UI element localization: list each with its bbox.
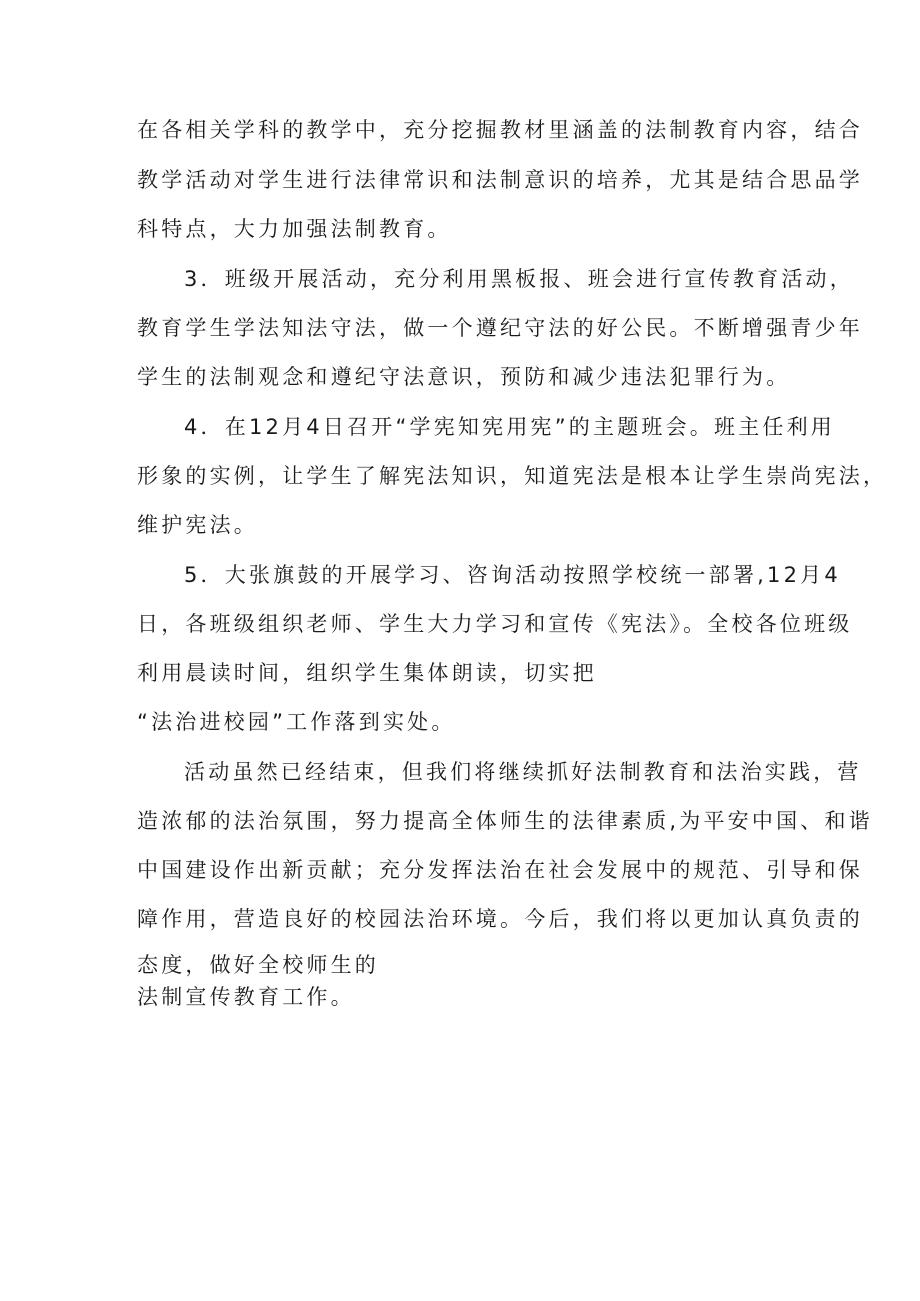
paragraph-line: 科特点，大力加强法制教育。 [137, 217, 452, 241]
paragraph-line: 教学活动对学生进行法律常识和法制意识的培养，尤其是结合思品学 [137, 168, 863, 192]
paragraph-line: 中国建设作出新贡献；充分发挥法治在社会发展中的规范、引导和保 [137, 858, 863, 882]
list-item-4-line: 4．在12月4日召开“学宪知宪用宪”的主题班会。班主任利用 [184, 415, 835, 439]
paragraph-line: 学生的法制观念和遵纪守法意识，预防和减少违法犯罪行为。 [137, 365, 791, 389]
paragraph-line: 利用晨读时间，组织学生集体朗读，切实把 [137, 661, 597, 685]
paragraph-line: 维护宪法。 [137, 513, 258, 537]
paragraph-line: 教育学生学法知法守法，做一个遵纪守法的好公民。不断增强青少年 [137, 316, 863, 340]
paragraph-line: 态度，做好全校师生的 [137, 953, 379, 977]
list-item-3-line: 3．班级开展活动，充分利用黑板报、班会进行宣传教育活动， [184, 267, 854, 291]
list-item-5-line: 5．大张旗鼓的开展学习、咨询活动按照学校统一部署,12月4 [184, 563, 841, 587]
paragraph-line: 形象的实例，让学生了解宪法知识，知道宪法是根本让学生崇尚宪法， [137, 464, 888, 488]
paragraph-line: 法制宣传教育工作。 [137, 985, 355, 1009]
paragraph-line: 日，各班级组织老师、学生大力学习和宣传《宪法》。全校各位班级 [137, 612, 853, 636]
paragraph-line: 造浓郁的法治氛围，努力提高全体师生的法律素质,为平安中国、和谐 [137, 809, 873, 833]
closing-paragraph-line: 活动虽然已经结束，但我们将继续抓好法制教育和法治实践，营 [184, 760, 862, 784]
paragraph-line: 障作用，营造良好的校园法治环境。今后，我们将以更加认真负责的 [137, 907, 863, 931]
paragraph-line: 在各相关学科的教学中，充分挖掘教材里涵盖的法制教育内容，结合 [137, 118, 863, 142]
paragraph-line: “法治进校园”工作落到实处。 [137, 710, 456, 734]
